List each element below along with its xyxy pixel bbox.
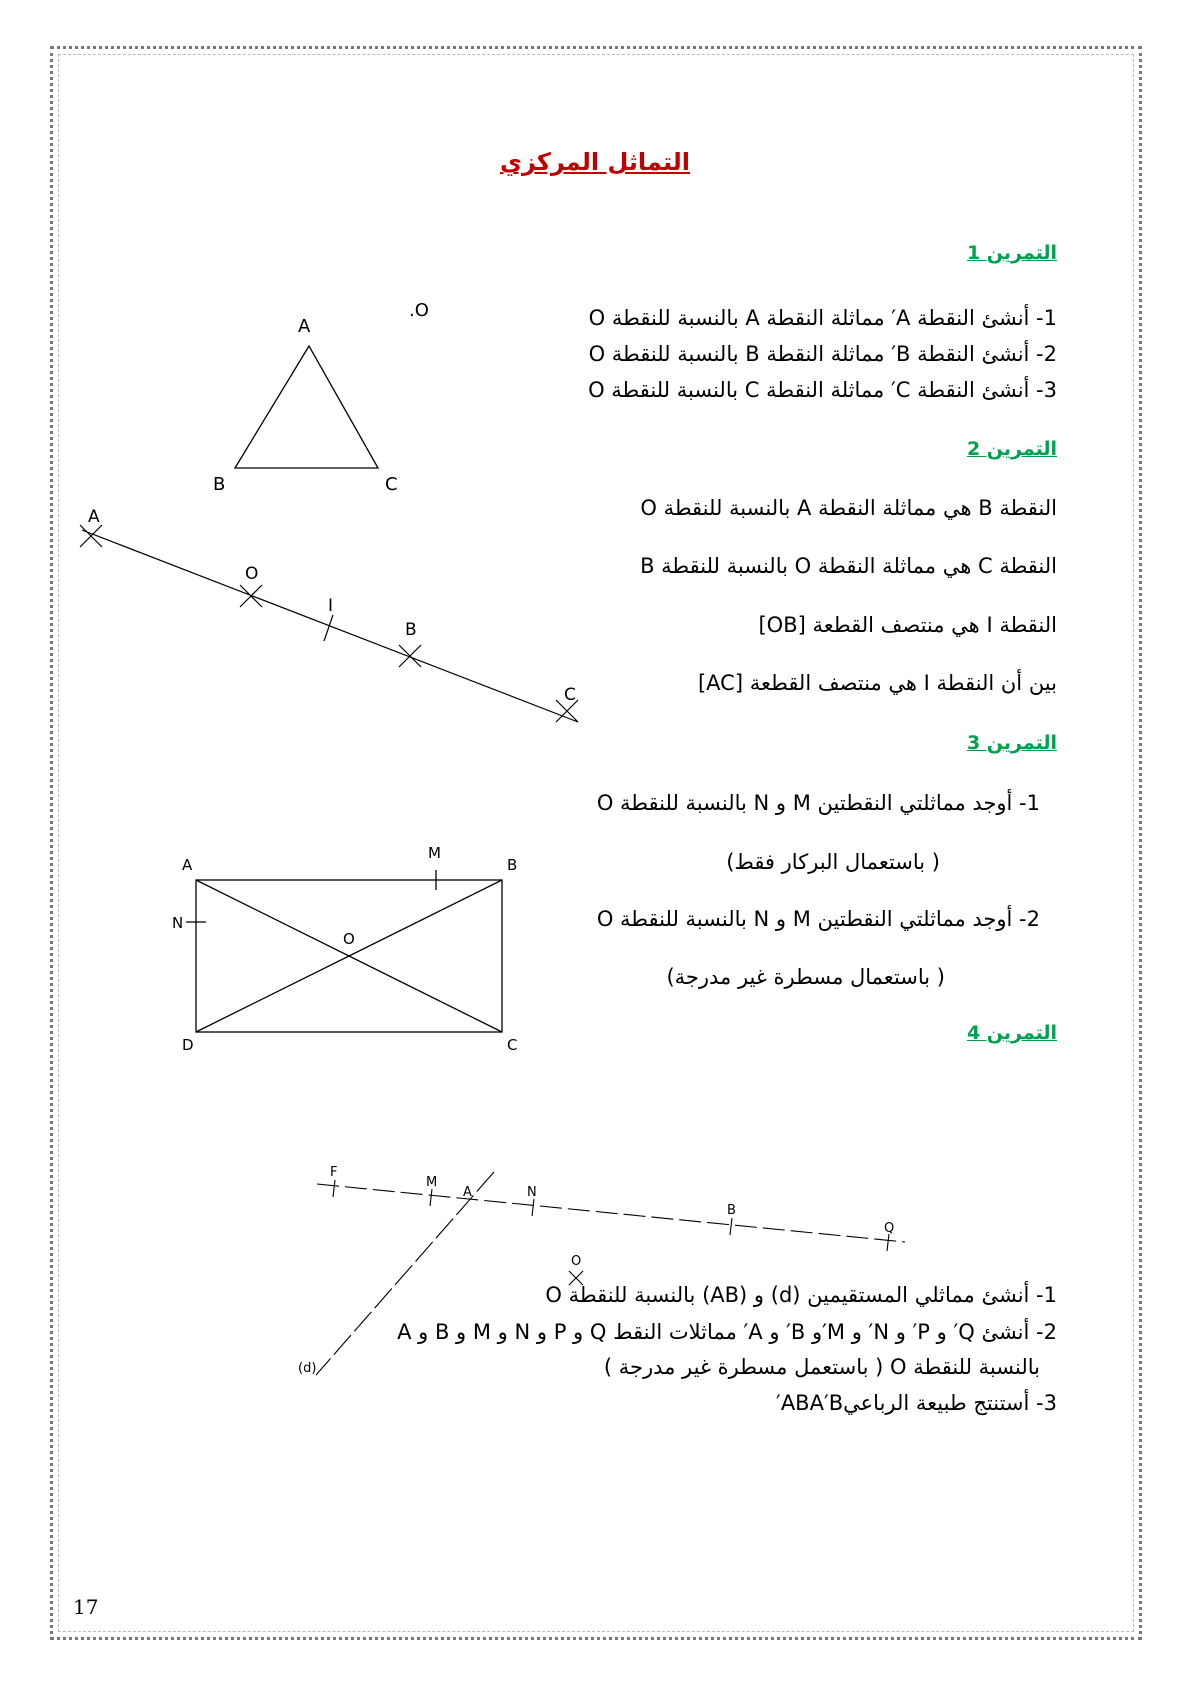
label-O: .O xyxy=(409,300,429,321)
label-A4: A xyxy=(463,1185,472,1200)
line-ac xyxy=(82,530,578,722)
label-C3: C xyxy=(507,1036,518,1054)
label-B2: B xyxy=(405,620,417,640)
lines-figure xyxy=(316,1172,905,1375)
label-O3: O xyxy=(343,930,355,948)
tick-I xyxy=(324,615,333,641)
label-N4: N xyxy=(527,1185,537,1200)
label-O4: O xyxy=(571,1254,582,1269)
label-I2: I xyxy=(328,596,334,616)
rectangle-figure xyxy=(186,870,502,1032)
label-B: B xyxy=(213,474,226,495)
label-C: C xyxy=(385,474,398,495)
ex2-line-2: النقطة C هي مماثلة النقطة O بالنسبة للنقطة B xyxy=(640,554,1057,578)
label-Q4: Q xyxy=(884,1221,895,1236)
cross-O xyxy=(240,585,262,607)
label-B3: B xyxy=(507,856,518,874)
ex4-line-2: 2- أنشئ Q′ و P′ و N′ و M′و B′ و A′ مماثلات النقط Q و P و N و M و B و A xyxy=(397,1320,1057,1344)
label-N3: N xyxy=(172,914,184,932)
tick-F xyxy=(333,1180,335,1197)
line-figure xyxy=(80,525,578,722)
tick-B4 xyxy=(730,1218,732,1235)
label-O2: O xyxy=(245,564,259,584)
ex1-line-1: 1- أنشئ النقطة A′ مماثلة النقطة A بالنسبة للنقطة O xyxy=(588,306,1057,330)
ex4-line-1: 1- أنشئ مماثلي المستقيمين (d) و (AB) بالنسبة للنقطة O xyxy=(545,1283,1057,1307)
label-M4: M xyxy=(426,1175,438,1190)
triangle-figure xyxy=(235,346,378,468)
tick-M4 xyxy=(430,1189,432,1206)
label-A2: A xyxy=(88,507,100,527)
ex3-heading: التمرين 3 xyxy=(966,732,1057,754)
ex2-line-3: النقطة I هي منتصف القطعة [OB] xyxy=(758,613,1057,637)
cross-B xyxy=(399,645,421,667)
triangle-abc xyxy=(235,346,378,468)
label-B4: B xyxy=(727,1203,736,1218)
ex3-line-4: ( باستعمال مسطرة غير مدرجة) xyxy=(666,965,945,989)
ex2-line-1: النقطة B هي مماثلة النقطة A بالنسبة للنقطة O xyxy=(640,496,1057,520)
ex2-heading: التمرين 2 xyxy=(966,438,1057,460)
label-F4: F xyxy=(330,1165,338,1180)
ex4-heading: التمرين 4 xyxy=(966,1022,1057,1044)
ex1-line-3: 3- أنشئ النقطة C′ مماثلة النقطة C بالنسبة للنقطة O xyxy=(588,378,1057,402)
tick-N4 xyxy=(532,1199,534,1216)
page-number: 17 xyxy=(73,1595,99,1619)
ex3-line-2: ( باستعمال البركار فقط) xyxy=(726,850,940,874)
ex2-line-4: بين أن النقطة I هي منتصف القطعة [AC] xyxy=(697,671,1057,695)
line-ab xyxy=(317,1184,905,1242)
tick-Q4 xyxy=(887,1234,889,1251)
label-C2: C xyxy=(564,685,576,705)
ex4-line-3: بالنسبة للنقطة O ( باستعمل مسطرة غير مدرجة ) xyxy=(603,1355,1040,1379)
label-A3: A xyxy=(182,856,193,874)
line-d xyxy=(316,1172,494,1375)
ex3-line-3: 2- أوجد مماثلتي النقطتين M و N بالنسبة للنقطة O xyxy=(596,907,1040,931)
ex1-line-2: 2- أنشئ النقطة B′ مماثلة النقطة B بالنسبة للنقطة O xyxy=(588,342,1057,366)
ex4-line-4: 3- أستنتج طبيعة الرباعيABA′B′ xyxy=(776,1391,1057,1415)
label-d4: (d) xyxy=(298,1361,317,1376)
label-D3: D xyxy=(182,1036,194,1054)
page-title: التماثل المركزي xyxy=(499,148,691,176)
label-M3: M xyxy=(428,844,441,862)
label-A: A xyxy=(298,316,311,337)
ex1-heading: التمرين 1 xyxy=(966,242,1057,264)
cross-O4 xyxy=(569,1271,583,1285)
ex3-line-1: 1- أوجد مماثلتي النقطتين M و N بالنسبة للنقطة O xyxy=(596,791,1040,815)
